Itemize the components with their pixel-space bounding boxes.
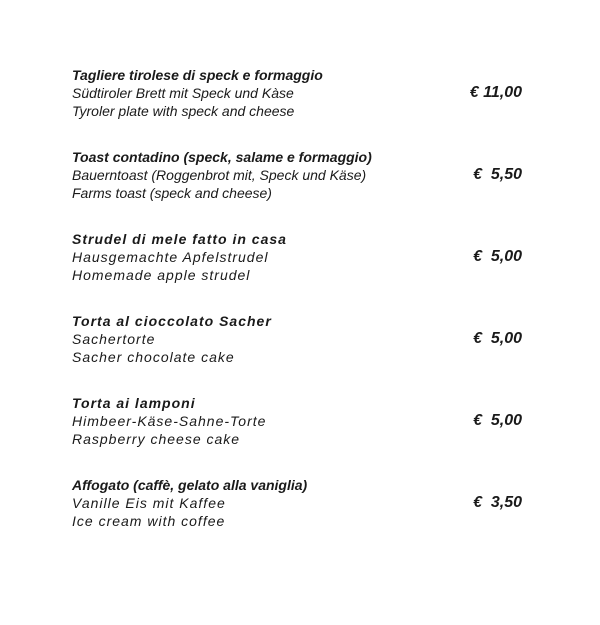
item-title: Torta ai lamponi: [72, 395, 196, 411]
item-english-description: Tyroler plate with speck and cheese: [72, 103, 295, 119]
item-english-description: Farms toast (speck and cheese): [72, 185, 272, 201]
item-price: € 5,00: [473, 330, 522, 347]
item-price: € 3,50: [473, 494, 522, 511]
item-german-description: Himbeer-Käse-Sahne-Torte: [72, 413, 267, 429]
menu-item-strudel: [72, 231, 532, 291]
item-english-description: Ice cream with coffee: [72, 513, 226, 529]
item-title: Affogato (caffè, gelato alla vaniglia): [72, 477, 308, 493]
item-title: Torta al cioccolato Sacher: [72, 313, 272, 329]
menu-item-sacher: [72, 313, 532, 373]
item-english-description: Sacher chocolate cake: [72, 349, 235, 365]
menu-item-lamponi: [72, 395, 532, 455]
item-english-description: Homemade apple strudel: [72, 267, 251, 283]
item-german-description: Hausgemachte Apfelstrudel: [72, 249, 269, 265]
item-german-description: Vanille Eis mit Kaffee: [72, 495, 226, 511]
menu-item-toast: [72, 149, 532, 209]
menu-item-tagliere: [72, 67, 532, 127]
item-title: Strudel di mele fatto in casa: [72, 231, 287, 247]
item-german-description: Südtiroler Brett mit Speck und Kàse: [72, 85, 294, 101]
item-price: € 5,00: [473, 412, 522, 429]
item-title: Tagliere tirolese di speck e formaggio: [72, 67, 323, 83]
item-price: € 5,50: [473, 166, 522, 183]
item-english-description: Raspberry cheese cake: [72, 431, 241, 447]
item-german-description: Sachertorte: [72, 331, 156, 347]
item-price: € 5,00: [473, 248, 522, 265]
item-price: € 11,00: [469, 84, 522, 101]
item-german-description: Bauerntoast (Roggenbrot mit, Speck und Käse): [72, 167, 367, 183]
item-title: Toast contadino (speck, salame e formaggio): [72, 149, 372, 165]
menu-item-affogato: [72, 477, 532, 537]
